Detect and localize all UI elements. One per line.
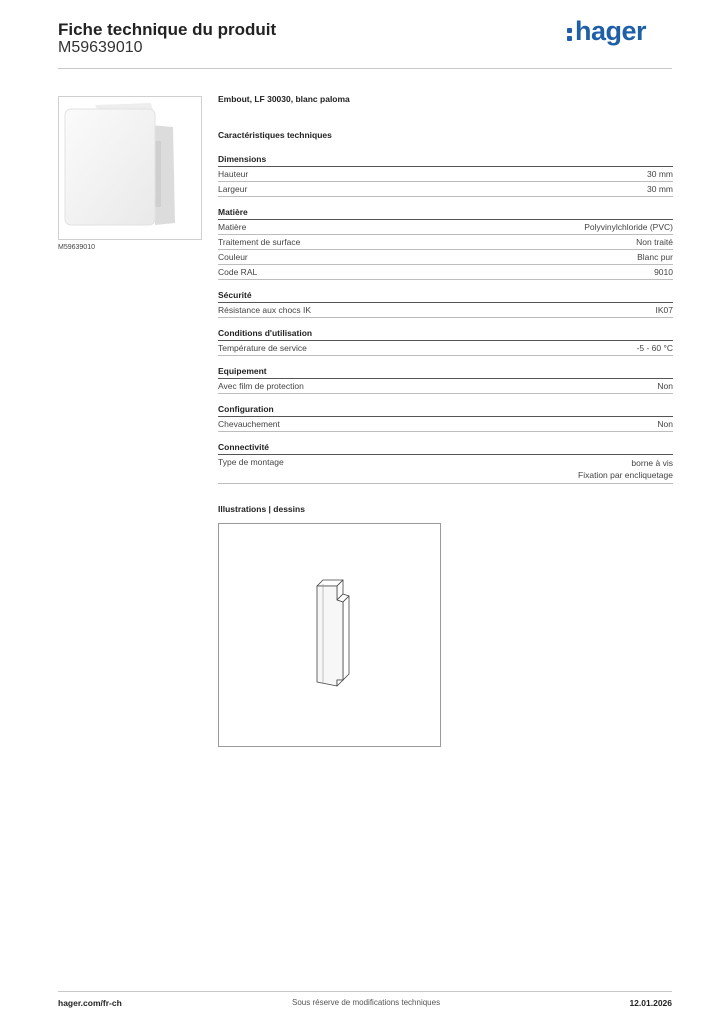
spec-label: Température de service <box>218 343 307 353</box>
footer-date: 12.01.2026 <box>629 998 672 1008</box>
spec-row <box>218 182 673 197</box>
logo-text: hager <box>575 16 647 46</box>
spec-label: Code RAL <box>218 267 258 277</box>
spec-label: Type de montage <box>218 457 284 467</box>
spec-value: Non <box>657 381 673 391</box>
footer-notice: Sous réserve de modifications techniques <box>292 998 441 1007</box>
group-title: Connectivité <box>218 442 673 455</box>
spec-value: 30 mm <box>647 184 673 194</box>
product-name: Embout, LF 30030, blanc paloma <box>218 94 350 104</box>
group-configuration <box>218 404 673 432</box>
spec-row <box>218 167 673 182</box>
spec-row <box>218 417 673 432</box>
spec-value: Non <box>657 419 673 429</box>
group-equipement <box>218 366 673 394</box>
spec-row <box>218 235 673 250</box>
footer-website-link[interactable]: hager.com/fr-ch <box>58 998 122 1008</box>
group-connectivite <box>218 442 673 484</box>
spec-label: Matière <box>218 222 247 232</box>
spec-row <box>218 250 673 265</box>
group-title: Sécurité <box>218 290 673 303</box>
spec-value: Non traité <box>636 237 673 247</box>
photo-caption: M59639010 <box>58 244 95 251</box>
spec-row <box>218 455 673 484</box>
header-divider <box>58 68 672 69</box>
group-title: Configuration <box>218 404 673 417</box>
product-photo <box>58 96 202 240</box>
logo-dots-icon <box>566 20 574 40</box>
group-conditions <box>218 328 673 356</box>
group-title: Conditions d'utilisation <box>218 328 673 341</box>
hager-logo <box>566 16 646 47</box>
spec-label: Avec film de protection <box>218 381 304 391</box>
spec-row <box>218 265 673 280</box>
end-cap-photo-icon <box>59 97 201 239</box>
spec-row <box>218 303 673 318</box>
group-securite <box>218 290 673 318</box>
spec-value: 30 mm <box>647 169 673 179</box>
spec-value-line: Fixation par encliquetage <box>578 470 673 480</box>
spec-value <box>578 457 673 481</box>
spec-label: Résistance aux chocs IK <box>218 305 312 315</box>
page-title: Fiche technique du produit <box>58 20 277 39</box>
spec-value: Blanc pur <box>637 252 673 262</box>
spec-row <box>218 379 673 394</box>
spec-row <box>218 220 673 235</box>
group-title: Dimensions <box>218 154 673 167</box>
section-title: Caractéristiques techniques <box>218 130 332 140</box>
spec-value: 9010 <box>654 267 673 277</box>
group-dimensions <box>218 154 673 197</box>
spec-value-line: borne à vis <box>631 458 673 468</box>
product-code: M59639010 <box>58 39 143 56</box>
spec-row <box>218 341 673 356</box>
spec-label: Chevauchement <box>218 419 280 429</box>
spec-label: Traitement de surface <box>218 237 301 247</box>
end-cap-drawing-icon <box>219 524 440 746</box>
spec-label: Couleur <box>218 252 248 262</box>
group-title: Equipement <box>218 366 673 379</box>
spec-value: -5 - 60 °C <box>636 343 673 353</box>
group-matiere <box>218 207 673 280</box>
spec-label: Largeur <box>218 184 248 194</box>
technical-content <box>218 94 673 514</box>
illustrations-title: Illustrations | dessins <box>218 504 305 514</box>
spec-value: Polyvinylchloride (PVC) <box>584 222 673 232</box>
group-title: Matière <box>218 207 673 220</box>
illustration-drawing <box>218 523 441 747</box>
spec-label: Hauteur <box>218 169 249 179</box>
footer-divider <box>58 991 672 992</box>
spec-value: IK07 <box>655 305 673 315</box>
